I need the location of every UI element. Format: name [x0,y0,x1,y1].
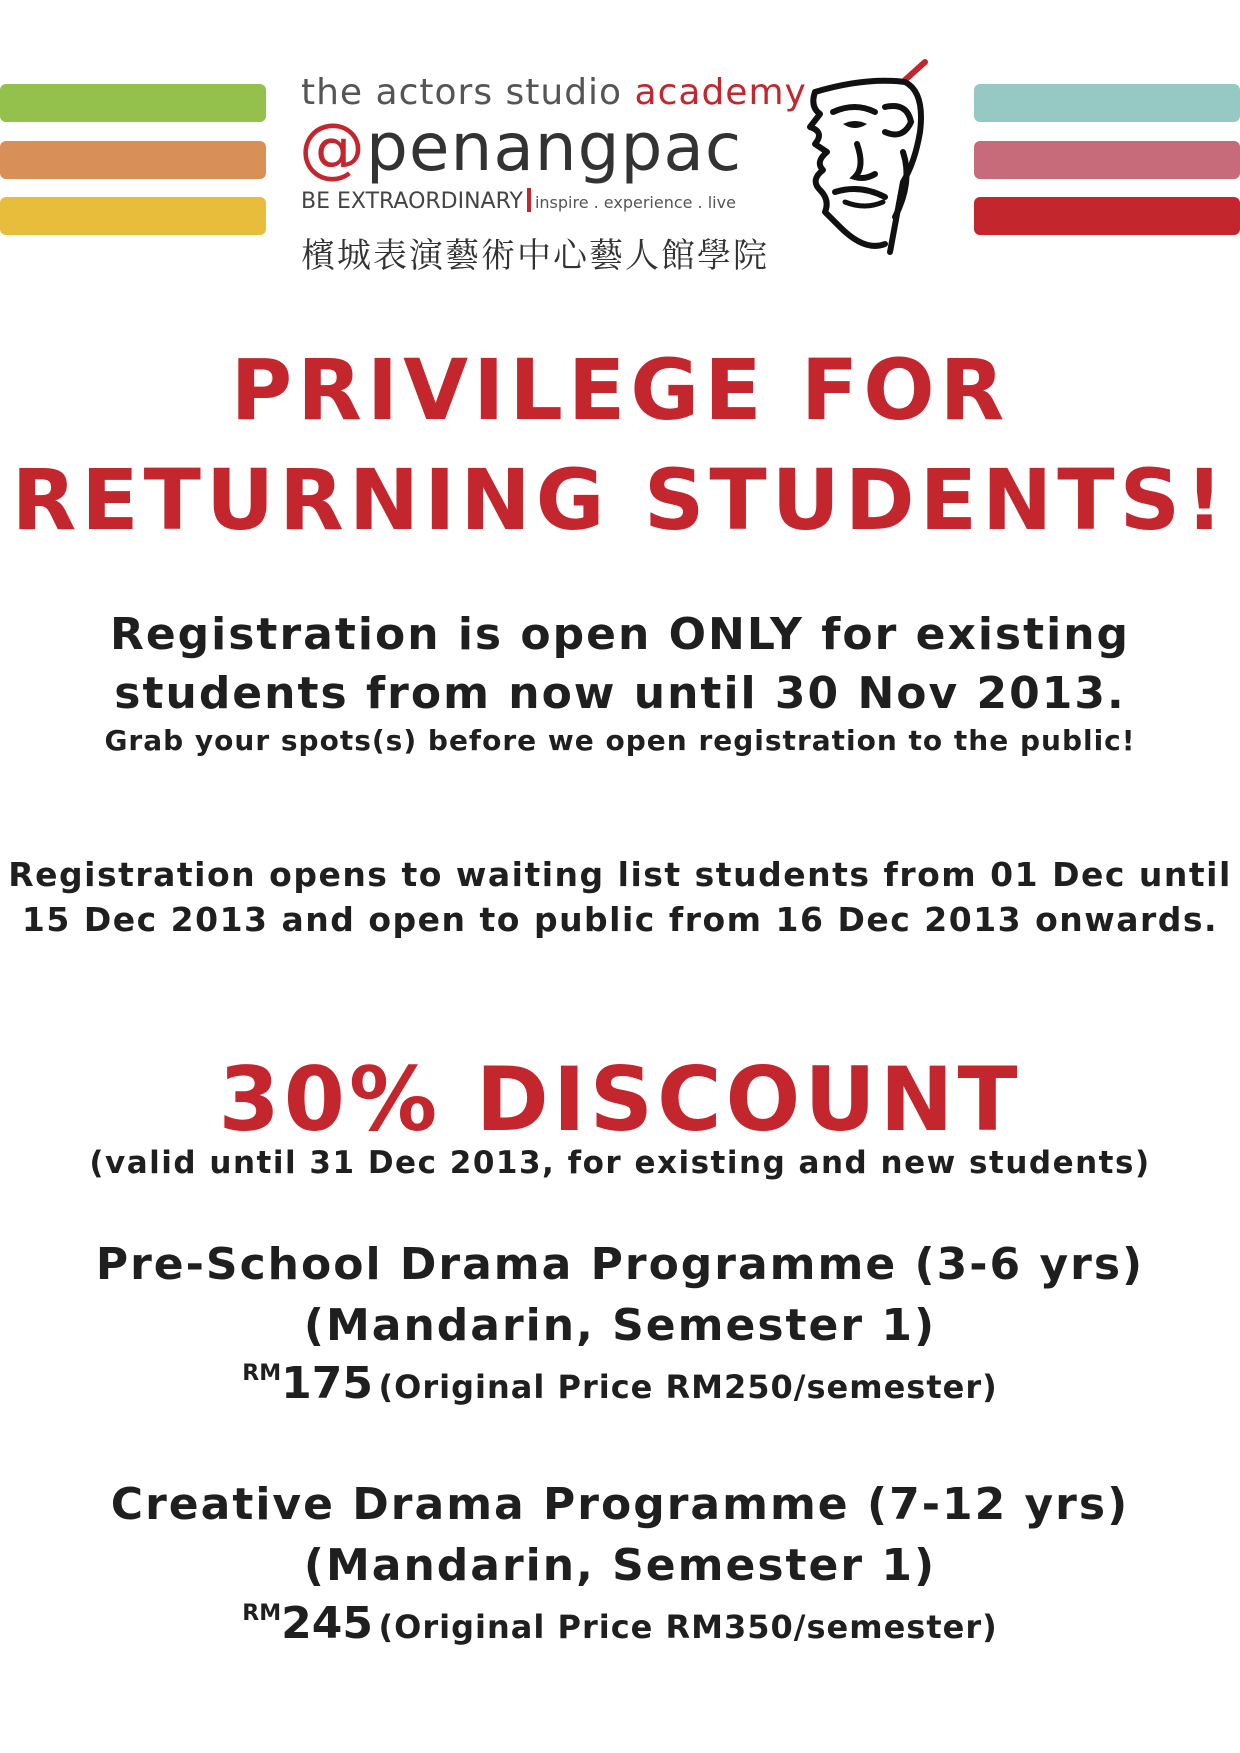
left-stripe-green [0,84,266,122]
logo-tagline [301,188,736,214]
programme-2-price [0,1598,1240,1649]
logo-title-academy: academy [634,72,807,113]
discount-validity: (valid until 31 Dec 2013, for existing and new students) [89,1145,1151,1181]
logo-title-part1: the actors studio [301,72,635,113]
programme-1-name: Pre-School Drama Programme (3-6 yrs) [95,1239,1145,1290]
headline-line2: RETURNING STUDENTS! [11,451,1229,549]
left-stripe-yellow [0,197,266,235]
waiting-list-line2: 15 Dec 2013 and open to public from 16 Dec 2013 onwards. [21,900,1219,939]
programme-1-price-value: 175 [281,1358,373,1409]
programme-2-details: (Mandarin, Semester 1) [303,1540,937,1591]
logo-chinese-name: 檳城表演藝術中心藝人館學院 [301,236,769,276]
programme-2-original-price: (Original Price RM350/semester) [378,1608,998,1646]
programme-2-currency: RM [242,1601,282,1626]
programme-2-price-value: 245 [281,1598,373,1649]
right-stripe-teal [974,84,1240,122]
left-stripe-orange [0,141,266,179]
logo-tagline-main: BE EXTRAORDINARY [301,189,523,214]
programme-2-name: Creative Drama Programme (7-12 yrs) [110,1479,1130,1530]
headline-line1: PRIVILEGE FOR [230,341,1010,439]
programme-1-details: (Mandarin, Semester 1) [303,1300,937,1351]
waiting-list-line1: Registration opens to waiting list students from 01 Dec until [8,855,1232,894]
logo-at-symbol: @ [299,109,366,186]
registration-line2: students from now until 30 Nov 2013. [114,668,1126,719]
logo-title [301,72,807,113]
logo-brand [299,108,742,188]
logo-tagline-small: inspire . experience . live [534,193,736,212]
logo-tagline-divider [527,188,531,212]
programme-1-price [0,1358,1240,1409]
theatre-mask-face-icon [785,52,945,272]
discount-title: 30% DISCOUNT [218,1048,1022,1151]
registration-line1: Registration is open ONLY for existing [109,609,1131,660]
registration-subtext: Grab your spots(s) before we open registration to the public! [104,724,1136,757]
logo-brand-name: penangpac [366,109,743,186]
right-stripe-red [974,197,1240,235]
programme-1-currency: RM [242,1361,282,1386]
programme-1-original-price: (Original Price RM250/semester) [378,1368,998,1406]
right-stripe-pink [974,141,1240,179]
